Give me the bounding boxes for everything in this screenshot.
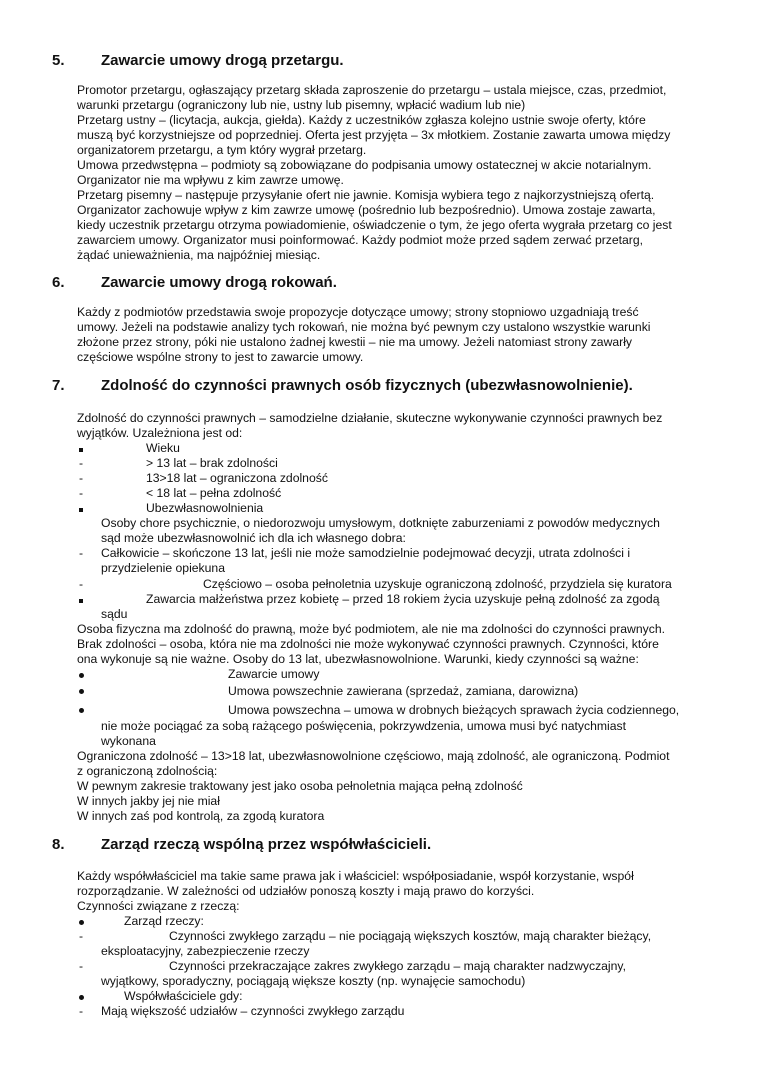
text-line: W innych jakby jej nie miał [77, 794, 220, 808]
dash-bullet-icon: - [79, 1004, 84, 1018]
text-line: z ograniczoną zdolnością: [77, 764, 218, 778]
text-line: Brak zdolności – osoba, która nie ma zdolności nie może wykonywać czynności prawnych. Czynności, które [77, 637, 659, 651]
list-item: Całkowicie – skończone 13 lat, jeśli nie może samodzielnie podejmować decyzji, utrata zdolności i [101, 546, 631, 560]
text-line: Każdy współwłaściciel ma takie same prawa jak i właściciel: współposiadanie, współ korzystanie, współ [77, 869, 634, 883]
text-line: Organizator nie ma wpływu z kim zawrze umowę. [77, 173, 344, 187]
dash-bullet-icon: - [79, 456, 84, 470]
text-line: umowy. Jeżeli na podstawie analizy tych rokowań, nie można być pewnym czy ustalono wszystkie warunki [77, 320, 651, 334]
text-line: W innych zaś pod kontrolą, za zgodą kuratora [77, 809, 325, 823]
text-line: warunki przetargu (ograniczony lub nie, ustny lub pisemny, wpłacić wadium lub nie) [77, 98, 526, 112]
list-item: Zawarcia małżeństwa przez kobietę – przed 18 rokiem życia uzyskuje pełną zdolność za zgodą [146, 592, 660, 606]
list-item: Zawarcie umowy [228, 667, 320, 681]
dash-bullet-icon: - [79, 546, 84, 560]
text-line: Zdolność do czynności prawnych – samodzielne działanie, skuteczne wykonywanie czynności prawnych bez [77, 411, 663, 425]
list-item-continuation: sądu [101, 607, 128, 621]
round-bullet-icon [79, 995, 84, 1000]
text-line: Umowa przedwstępna – podmioty są zobowiązane do podpisania umowy ostatecznej w akcie notarialnym. [77, 158, 652, 172]
section-title: Zawarcie umowy drogą przetargu. [101, 52, 344, 69]
text-line: kiedy uczestnik przetargu otrzyma powiadomienie, oświadczenie o tym, że jego oferta wygrała przetarg co jest [77, 218, 672, 232]
text-line: Osoba fizyczna ma zdolność do prawną, może być podmiotem, ale nie ma zdolności do czynności prawnych. [77, 622, 665, 636]
text-line: Promotor przetargu, ogłaszający przetarg składa zaproszenie do przetargu – ustala miejsce, czas, przedmiot, [77, 83, 667, 97]
square-bullet-icon [79, 448, 83, 452]
round-bullet-icon [79, 920, 84, 925]
list-item: 13>18 lat – ograniczona zdolność [146, 471, 328, 485]
list-item-continuation: wykonana [101, 734, 156, 748]
list-item: Czynności zwykłego zarządu – nie pociągają większych kosztów, mają charakter bieżący, [169, 929, 652, 943]
text-line: Organizator zachowuje wpływ z kim zawrze umowę (pośrednio lub bezpośrednio). Umowa zostaje zawarta, [77, 203, 656, 217]
list-item-continuation: eksploatacyjny, zabezpieczenie rzeczy [101, 944, 310, 958]
text-line: ona wykonuje są nie ważne. Osoby do 13 lat, ubezwłasnowolnione. Warunki, kiedy czynności są ważne: [77, 652, 639, 666]
list-item: Czynności przekraczające zakres zwykłego zarządu – mają charakter nadzwyczajny, [169, 959, 626, 973]
section-title: Zawarcie umowy drogą rokowań. [101, 274, 337, 291]
text-line: częściowe wspólne strony to jest to zawarcie umowy. [77, 350, 364, 364]
list-item: Umowa powszechnie zawierana (sprzedaż, zamiana, darowizna) [228, 684, 579, 698]
section-number: 5. [52, 52, 65, 69]
section-number: 8. [52, 836, 65, 853]
text-line: złożone przez strony, póki nie ustalono żadnej kwestii – nie ma umowy. Jeżeli natomiast strony zawarły [77, 335, 633, 349]
text-line: Ograniczona zdolność – 13>18 lat, ubezwłasnowolnione częściowo, mają zdolność, ale ograniczoną. Podmiot [77, 749, 670, 763]
text-line: Przetarg ustny – (licytacja, aukcja, giełda). Każdy z uczestników zgłasza kolejno ustnie swoje oferty, które [77, 113, 646, 127]
dash-bullet-icon: - [79, 959, 84, 973]
section-title: Zdolność do czynności prawnych osób fizycznych (ubezwłasnowolnienie). [101, 377, 633, 394]
section-number: 7. [52, 377, 65, 394]
list-item: Mają większość udziałów – czynności zwykłego zarządu [101, 1004, 405, 1018]
section-title: Zarząd rzeczą wspólną przez współwłaścicieli. [101, 836, 432, 853]
text-line: Czynności związane z rzeczą: [77, 899, 240, 913]
list-item: Zarząd rzeczy: [124, 914, 204, 928]
section-number: 6. [52, 274, 65, 291]
list-item: Wieku [146, 441, 180, 455]
text-line: wyjątków. Uzależniona jest od: [77, 426, 243, 440]
list-item: Umowa powszechna – umowa w drobnych bieżących sprawach życia codziennego, [228, 703, 680, 717]
text-line: Przetarg pisemny – następuje przysyłanie ofert nie jawnie. Komisja wybiera tego z najkorzystniejszą ofertą. [77, 188, 655, 202]
text-line: rozporządzanie. W zależności od udziałów ponoszą koszty i mają prawo do korzyści. [77, 884, 535, 898]
round-bullet-icon [79, 689, 84, 694]
list-item-continuation: przydzielenie opiekuna [101, 561, 225, 575]
round-bullet-icon [79, 708, 84, 713]
text-line: W pewnym zakresie traktowany jest jako osoba pełnoletnia mająca pełną zdolność [77, 779, 523, 793]
dash-bullet-icon: - [79, 929, 84, 943]
list-item: Współwłaściciele gdy: [124, 989, 243, 1003]
text-line: Osoby chore psychicznie, o niedorozwoju umysłowym, dotknięte zaburzeniami z powodów medycznych [101, 516, 660, 530]
list-item: > 13 lat – brak zdolności [146, 456, 278, 470]
text-line: organizatorem przetargu, a tym który wygrał przetarg. [77, 143, 367, 157]
list-item: Częściowo – osoba pełnoletnia uzyskuje ograniczoną zdolność, przydziela się kuratora [203, 577, 672, 591]
dash-bullet-icon: - [79, 486, 84, 500]
square-bullet-icon [79, 508, 83, 512]
list-item-continuation: wyjątkowy, sporadyczny, pociągają większe koszty (np. wynajęcie samochodu) [101, 974, 526, 988]
text-line: zawarciem umowy. Organizator musi poinformować. Każdy podmiot może przed sądem zerwać przetarg, [77, 233, 644, 247]
dash-bullet-icon: - [79, 471, 84, 485]
square-bullet-icon [79, 599, 83, 603]
text-line: muszą być korzystniejsze od poprzedniej. Oferta jest przyjęta – 3x młotkiem. Zostanie zawarta umowa między [77, 128, 671, 142]
text-line: Każdy z podmiotów przedstawia swoje propozycje dotyczące umowy; strony stopniowo uzgadniają treść [77, 305, 639, 319]
dash-bullet-icon: - [79, 577, 84, 591]
list-item: < 18 lat – pełna zdolność [146, 486, 282, 500]
text-line: żądać unieważnienia, ma najpóźniej miesiąc. [77, 248, 321, 262]
round-bullet-icon [79, 673, 84, 678]
text-line: sąd może ubezwłasnowolnić ich dla ich własnego dobra: [101, 531, 406, 545]
list-item: Ubezwłasnowolnienia [146, 501, 264, 515]
list-item-continuation: nie może pociągać za sobą rażącego poświęcenia, pokrzywdzenia, umowa musi być natychmiast [101, 719, 627, 733]
